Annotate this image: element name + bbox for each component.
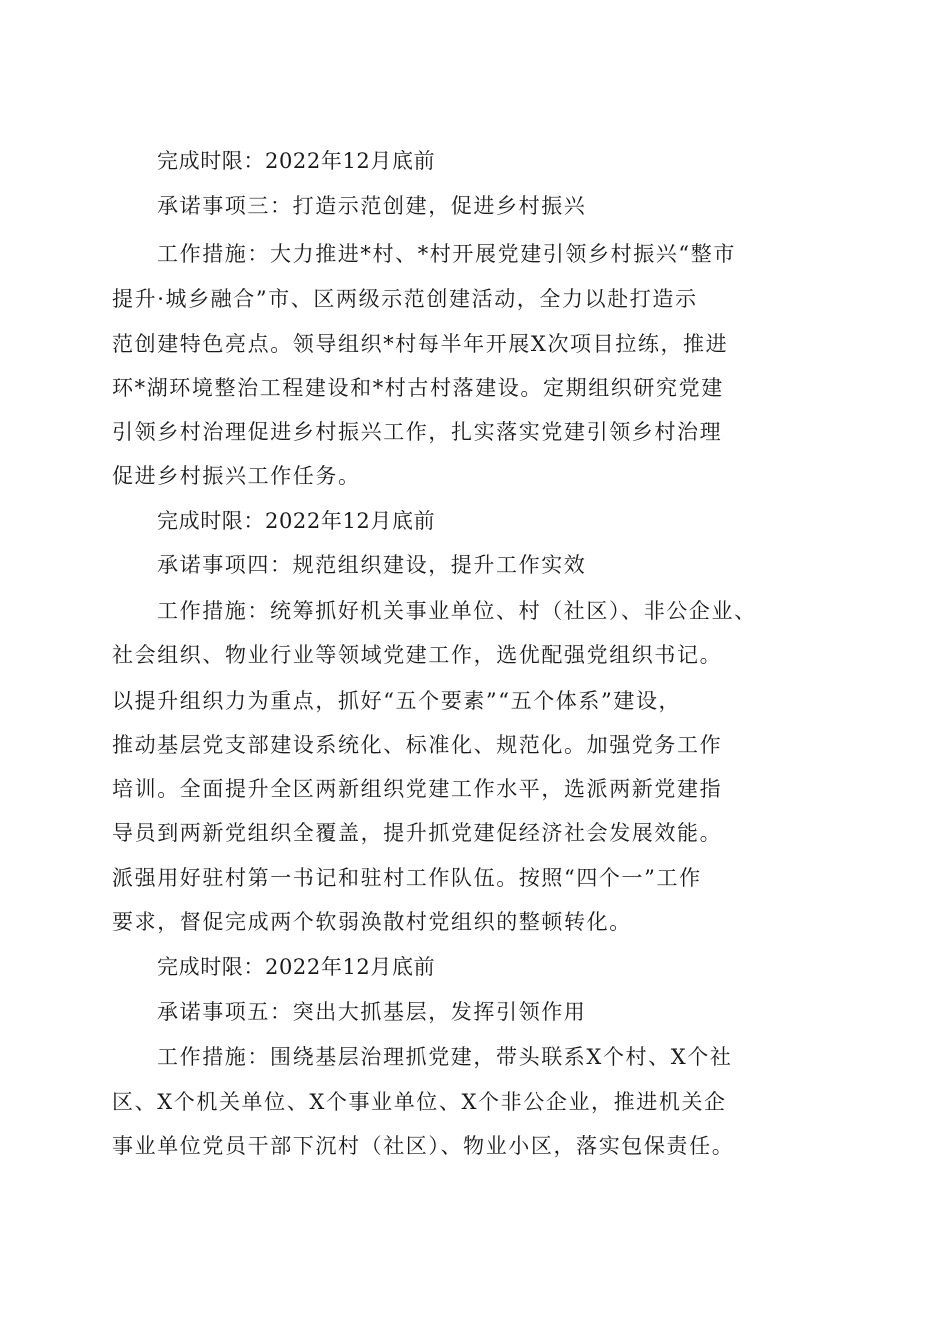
measures-paragraph-line: 工作措施：围绕基层治理抓党建，带头联系X个村、X个社 xyxy=(157,1045,733,1069)
measures-paragraph-line: 环*湖环境整治工程建设和*村古村落建设。定期组织研究党建 xyxy=(112,376,724,400)
measures-paragraph-line: 提升·城乡融合”市、区两级示范创建活动，全力以赴打造示 xyxy=(112,287,698,311)
measures-paragraph-line: 社会组织、物业行业等领域党建工作，选优配强党组织书记。 xyxy=(112,643,723,667)
measures-paragraph-line: 工作措施：大力推进*村、*村开展党建引领乡村振兴“整市 xyxy=(157,242,736,266)
measures-paragraph-line: 事业单位党员干部下沉村（社区）、物业小区，落实包保责任。 xyxy=(112,1134,735,1158)
measures-paragraph-line: 要求，督促完成两个软弱涣散村党组织的整顿转化。 xyxy=(112,910,632,934)
measures-paragraph-line: 范创建特色亮点。领导组织*村每半年开展X次项目拉练，推进 xyxy=(112,332,729,356)
measures-paragraph-line: 工作措施：统筹抓好机关事业单位、村（社区）、非公企业、 xyxy=(157,599,757,623)
commitment-heading-3: 承诺事项三：打造示范创建，促进乡村振兴 xyxy=(157,194,587,218)
measures-paragraph-line: 推动基层党支部建设系统化、标准化、规范化。加强党务工作 xyxy=(112,733,723,757)
deadline-line: 完成时限：2022年12月底前 xyxy=(157,149,436,173)
measures-paragraph-line: 区、X个机关单位、X个事业单位、X个非公企业，推进机关企 xyxy=(112,1090,727,1114)
commitment-heading-4: 承诺事项四：规范组织建设，提升工作实效 xyxy=(157,553,587,577)
deadline-line: 完成时限：2022年12月底前 xyxy=(157,509,436,533)
measures-paragraph-line: 以提升组织力为重点，抓好“五个要素”“五个体系”建设， xyxy=(112,689,682,713)
deadline-line: 完成时限：2022年12月底前 xyxy=(157,955,436,979)
measures-paragraph-line: 引领乡村治理促进乡村振兴工作，扎实落实党建引领乡村治理 xyxy=(112,420,723,444)
measures-paragraph-line: 培训。全面提升全区两新组织党建工作水平，选派两新党建指 xyxy=(112,777,723,801)
measures-paragraph-line: 导员到两新党组织全覆盖，提升抓党建促经济社会发展效能。 xyxy=(112,821,723,845)
measures-paragraph-line: 促进乡村振兴工作任务。 xyxy=(112,464,361,488)
commitment-heading-5: 承诺事项五：突出大抓基层，发挥引领作用 xyxy=(157,1000,587,1024)
measures-paragraph-line: 派强用好驻村第一书记和驻村工作队伍。按照“四个一”工作 xyxy=(112,866,702,890)
